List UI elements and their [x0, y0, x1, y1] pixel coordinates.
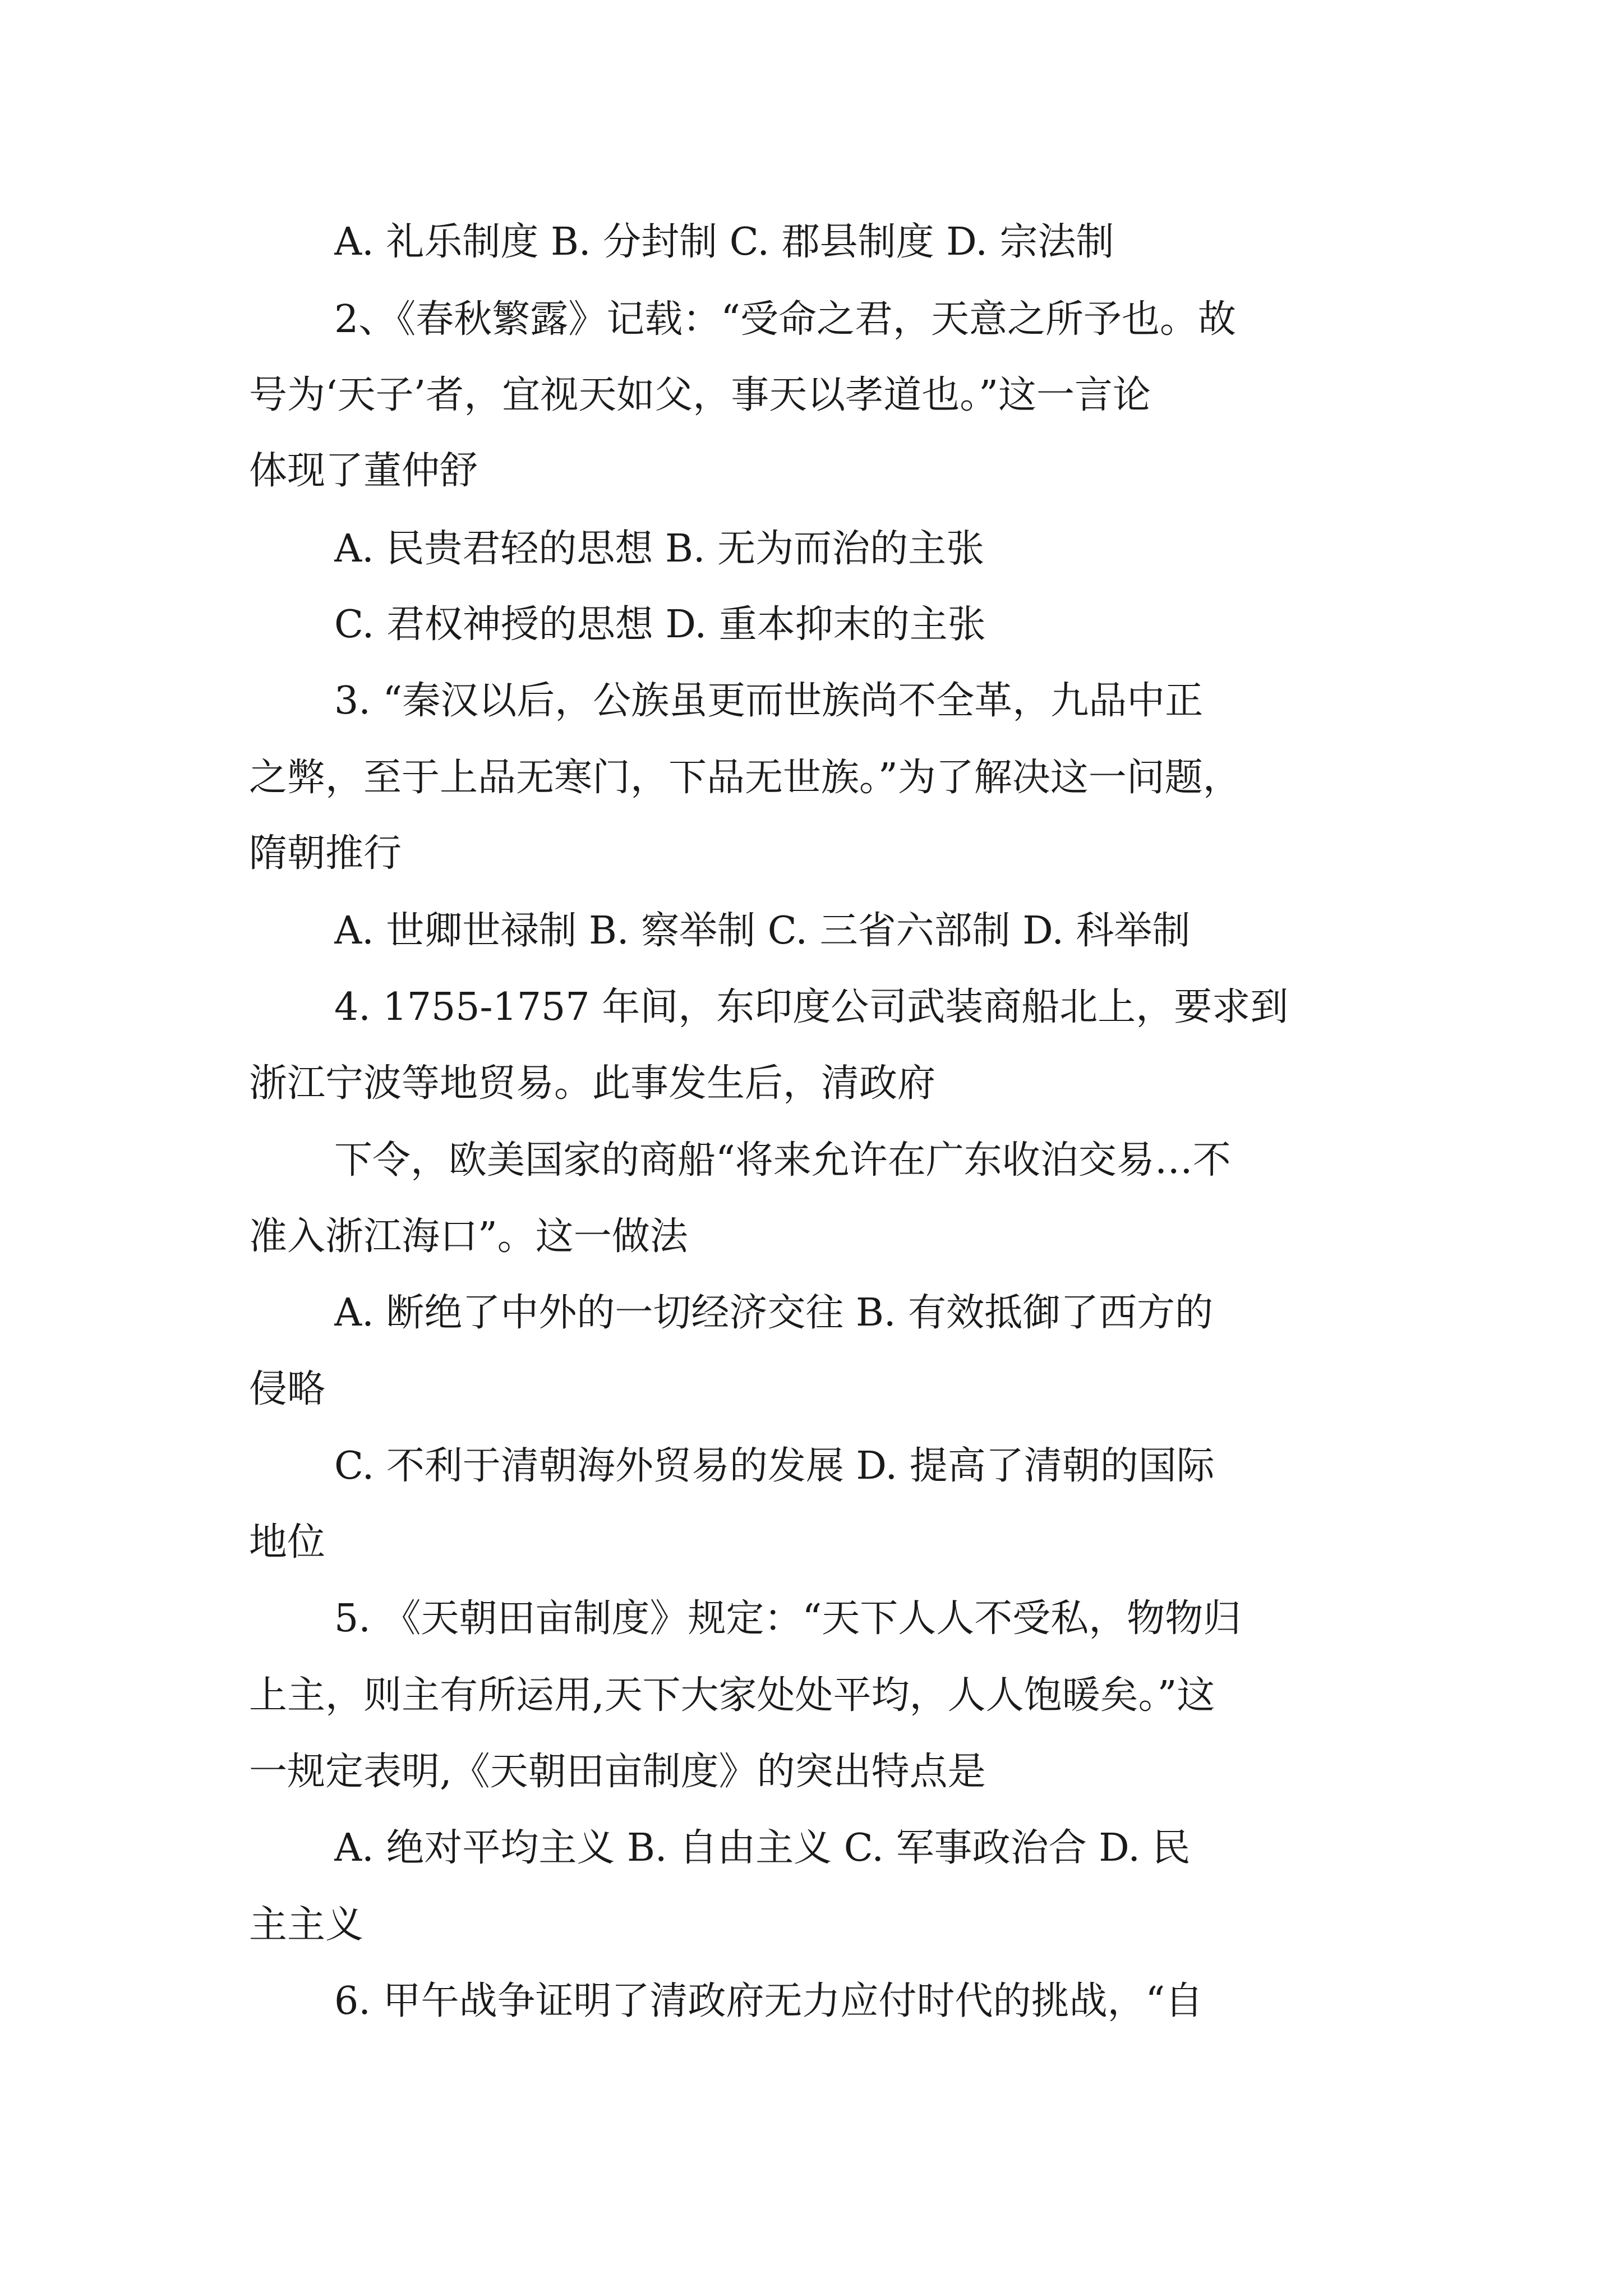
- text-line: C. 君权神授的思想 D. 重本抑末的主张: [334, 602, 986, 647]
- text-line: 侵略: [249, 1367, 326, 1411]
- text-line: A. 民贵君轻的思想 B. 无为而治的主张: [334, 527, 985, 571]
- text-line: 5. 《天朝田亩制度》规定：“天下人人不受私，物物归: [334, 1596, 1242, 1641]
- text-line: 3. “秦汉以后，公族虽更而世族尚不全革，九品中正: [334, 679, 1204, 723]
- text-line: 浙江宁波等地贸易。此事发生后，清政府: [249, 1061, 936, 1106]
- text-line: 上主，则主有所运用,天下大家处处平均，人人饱暖矣。”这: [249, 1673, 1215, 1718]
- text-line: A. 世卿世禄制 B. 察举制 C. 三省六部制 D. 科举制: [334, 909, 1191, 953]
- text-line: A. 绝对平均主义 B. 自由主义 C. 军事政治合 D. 民: [334, 1826, 1191, 1870]
- text-line: 下令，欧美国家的商船“将来允许在广东收泊交易…不: [334, 1138, 1231, 1182]
- text-line: 地位: [249, 1520, 326, 1565]
- text-line: 隋朝推行: [249, 831, 402, 876]
- text-line: 2、《春秋繁露》记载：“受命之君，天意之所予也。故: [334, 297, 1237, 342]
- text-line: 之弊，至于上品无寒门，下品无世族。”为了解决这一问题，: [249, 756, 1241, 800]
- text-line: 号为‘天子’者，宜视天如父，事天以孝道也。”这一言论: [249, 373, 1151, 417]
- text-line: A. 礼乐制度 B. 分封制 C. 郡县制度 D. 宗法制: [334, 220, 1114, 264]
- text-line: 主主义: [249, 1903, 364, 1947]
- text-line: 4. 1755-1757 年间，东印度公司武装商船北上，要求到: [334, 985, 1289, 1029]
- text-line: 体现了董仲舒: [249, 449, 478, 493]
- text-line: 6. 甲午战争证明了清政府无力应付时代的挑战，“自: [334, 1979, 1204, 2023]
- text-line: 一规定表明,《天朝田亩制度》的突出特点是: [249, 1750, 986, 1794]
- text-line: A. 断绝了中外的一切经济交往 B. 有效抵御了西方的: [334, 1291, 1214, 1335]
- text-line: C. 不利于清朝海外贸易的发展 D. 提高了清朝的国际: [334, 1444, 1215, 1488]
- text-line: 准入浙江海口”。这一做法: [249, 1214, 688, 1259]
